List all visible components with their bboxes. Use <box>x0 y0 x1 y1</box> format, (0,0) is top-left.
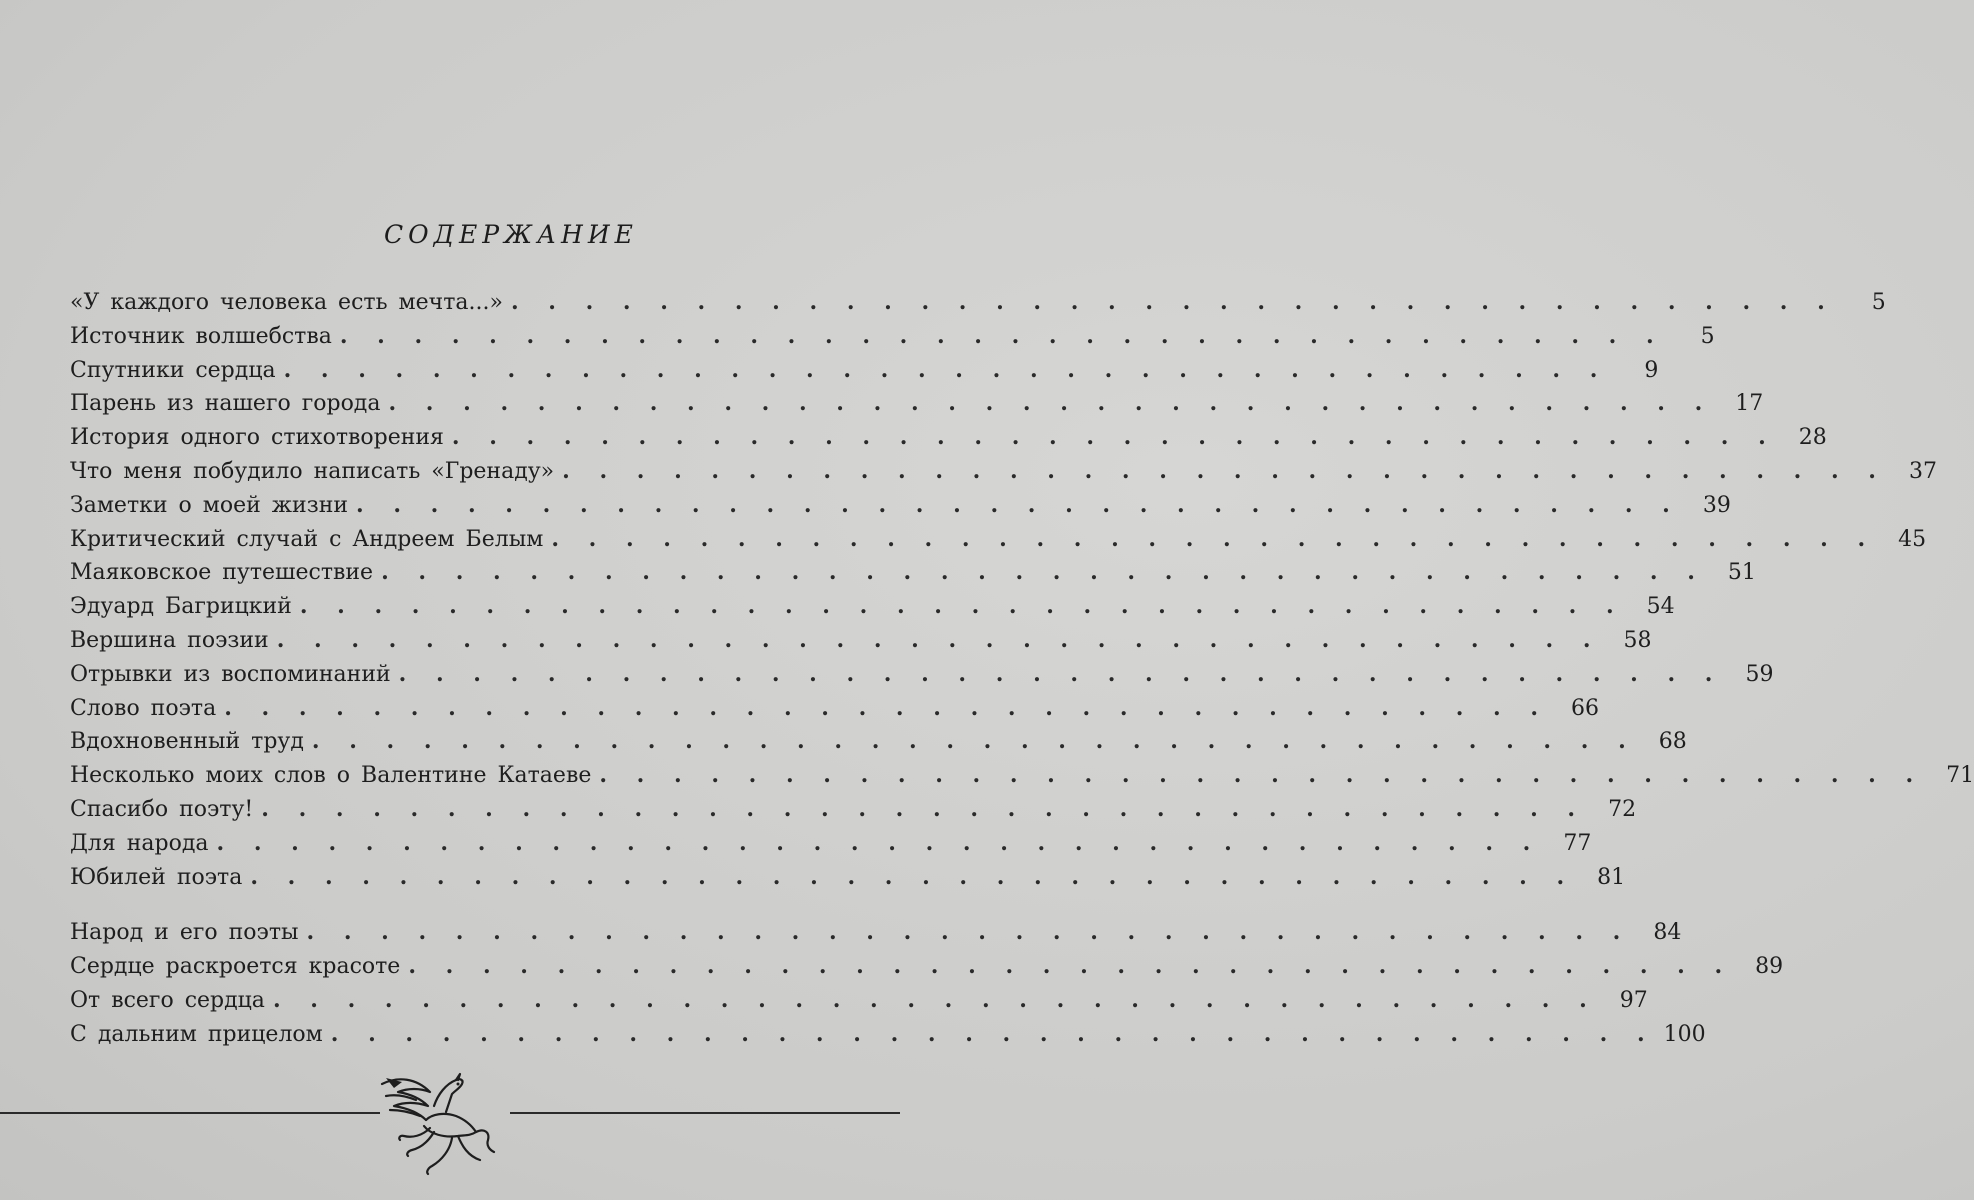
toc-leader-dots: . . . . . . . . . . . . . . . . . . . . . . . . . . . . . . . . . . . . <box>224 694 1550 721</box>
toc-leader-dots: . . . . . . . . . . . . . . . . . . . . . . . . . . . . . . . . . . . . <box>306 919 1632 946</box>
toc-entry-page: 84 <box>1653 920 1682 946</box>
toc-entry <box>70 1018 1706 1052</box>
toc-entry-title: Заметки о моей жизни <box>70 492 349 518</box>
toc-entry-page: 100 <box>1663 1021 1706 1047</box>
toc-entry <box>70 984 1648 1018</box>
toc-entry <box>70 286 1886 320</box>
toc-entry <box>70 320 1715 354</box>
toc-entry-title: Отрывки из воспоминаний <box>70 661 391 687</box>
toc-entry-title: Для народа <box>70 830 209 856</box>
toc-entry <box>70 861 1626 895</box>
toc-entry-title: Юбилей поэта <box>70 864 243 890</box>
toc-entry <box>70 421 1827 455</box>
toc-entry-title: Вершина поэзии <box>70 627 269 653</box>
toc-entry <box>70 624 1652 658</box>
toc-leader-dots: . . . . . . . . . . . . . . . . . . . . . . . . . . . . . . . . . . . . <box>551 525 1877 552</box>
toc-leader-dots: . . . . . . . . . . . . . . . . . . . . . . . . . . . . . . . . . . . . <box>339 322 1665 349</box>
toc-entry <box>70 692 1600 726</box>
toc-entry <box>70 556 1756 590</box>
toc-entry-page: 77 <box>1563 830 1592 856</box>
toc-entry-page: 5 <box>1700 323 1715 349</box>
toc-entry-title: Эдуард Багрицкий <box>70 594 292 620</box>
toc-entry-title: Критический случай с Андреем Белым <box>70 526 544 552</box>
toc-entry-page: 58 <box>1623 627 1652 653</box>
toc-leader-dots: . . . . . . . . . . . . . . . . . . . . . . . . . . . . . . . . . . . . <box>398 660 1724 687</box>
toc-entry <box>70 489 1731 523</box>
toc-entry-page: 89 <box>1755 954 1784 980</box>
toc-leader-dots: . . . . . . . . . . . . . . . . . . . . . . . . . . . . . . . . . . . . <box>408 953 1734 980</box>
toc-entry-page: 72 <box>1608 796 1637 822</box>
toc-leader-dots: . . . . . . . . . . . . . . . . . . . . . . . . . . . . . . . . . . . . <box>250 863 1576 890</box>
toc-entry-title: Маяковское путешествие <box>70 560 374 586</box>
toc-leader-dots: . . . . . . . . . . . . . . . . . . . . . . . . . . . . . . . . . . . . <box>510 289 1836 315</box>
toc-leader-dots: . . . . . . . . . . . . . . . . . . . . . . . . . . . . . . . . . . . . <box>276 626 1602 653</box>
toc-leader-dots: . . . . . . . . . . . . . . . . . . . . . . . . . . . . . . . . . . . . <box>311 728 1637 755</box>
toc-entry-page: 68 <box>1658 729 1687 755</box>
toc-leader-dots: . . . . . . . . . . . . . . . . . . . . . . . . . . . . . . . . . . . . <box>356 491 1681 518</box>
toc-entry-page: 59 <box>1745 661 1774 687</box>
toc-entry-title: Спасибо поэту! <box>70 796 254 822</box>
divider-left <box>0 1112 380 1114</box>
toc-entry-page: 5 <box>1871 290 1886 315</box>
toc-entry-title: «У каждого человека есть мечта...» <box>70 290 503 315</box>
toc-leader-dots: . . . . . . . . . . . . . . . . . . . . . . . . . . . . . . . . . . . . <box>216 829 1542 856</box>
toc-entry <box>70 523 1927 557</box>
toc-entry <box>70 759 1974 793</box>
toc-entry-title: Вдохновенный труд <box>70 729 304 755</box>
toc-entry-page: 39 <box>1702 492 1731 518</box>
toc-entry <box>70 827 1592 861</box>
toc-entry <box>70 387 1764 421</box>
toc-entry-title: Источник волшебства <box>70 323 332 349</box>
toc-entry <box>70 950 1784 984</box>
toc-leader-dots: . . . . . . . . . . . . . . . . . . . . . . . . . . . . . . . . . . . . <box>261 795 1587 822</box>
toc-entry-title: Парень из нашего города <box>70 391 381 417</box>
toc-entry-page: 51 <box>1727 560 1756 586</box>
toc-entry-title: С дальним прицелом <box>70 1021 323 1047</box>
toc-entry-page: 37 <box>1908 458 1937 484</box>
toc-leader-dots: . . . . . . . . . . . . . . . . . . . . . . . . . . . . . . . . . . . . <box>299 593 1625 620</box>
pegasus-icon <box>372 1066 496 1178</box>
toc-entry-title: История одного стихотворения <box>70 425 444 451</box>
toc-leader-dots: . . . . . . . . . . . . . . . . . . . . . . . . . . . . . . . . . . . . <box>451 424 1777 451</box>
toc-leader-dots: . . . . . . . . . . . . . . . . . . . . . . . . . . . . . . . . . . . . <box>272 986 1598 1013</box>
toc-entry <box>70 725 1687 759</box>
toc-entry-page: 9 <box>1644 357 1659 383</box>
toc-entry-page: 66 <box>1571 695 1600 721</box>
toc-leader-dots: . . . . . . . . . . . . . . . . . . . . . . . . . . . . . . . . . . . . <box>388 390 1714 417</box>
toc-entry-page: 97 <box>1619 987 1648 1013</box>
toc-entry-title: Несколько моих слов о Валентине Катаеве <box>70 763 592 789</box>
toc-entry-page: 17 <box>1735 391 1764 417</box>
toc-entry <box>70 916 1682 950</box>
toc-entry-title: Спутники сердца <box>70 357 276 383</box>
toc-entry-page: 71 <box>1946 763 1974 789</box>
toc-entry <box>70 590 1675 624</box>
toc-leader-dots: . . . . . . . . . . . . . . . . . . . . . . . . . . . . . . . . . . . . <box>562 457 1887 484</box>
page-title: СОДЕРЖАНИЕ <box>384 220 638 249</box>
toc-leader-dots: . . . . . . . . . . . . . . . . . . . . . . . . . . . . . . . . . . . . <box>381 559 1706 586</box>
toc-entry <box>70 658 1774 692</box>
toc-entry <box>70 354 1659 388</box>
toc-entry-title: От всего сердца <box>70 987 265 1013</box>
toc-entry-title: Народ и его поэты <box>70 920 299 946</box>
toc-leader-dots: . . . . . . . . . . . . . . . . . . . . . . . . . . . . . . . . . . . . <box>283 356 1609 383</box>
toc-entry <box>70 793 1637 827</box>
toc-leader-dots: . . . . . . . . . . . . . . . . . . . . . . . . . . . . . . . . . . . . <box>599 762 1925 789</box>
toc-entry-title: Что меня побудило написать «Гренаду» <box>70 458 555 484</box>
toc-entry-page: 28 <box>1798 425 1827 451</box>
table-of-contents <box>70 286 1974 1052</box>
toc-entry-title: Слово поэта <box>70 695 217 721</box>
toc-entry-page: 81 <box>1597 864 1626 890</box>
toc-entry-page: 54 <box>1646 594 1675 620</box>
toc-entry <box>70 455 1937 489</box>
toc-leader-dots: . . . . . . . . . . . . . . . . . . . . . . . . . . . . . . . . . . . . <box>330 1020 1656 1047</box>
toc-entry-page: 45 <box>1898 526 1927 552</box>
toc-entry-title: Сердце раскроется красоте <box>70 954 401 980</box>
divider-right <box>510 1112 900 1114</box>
